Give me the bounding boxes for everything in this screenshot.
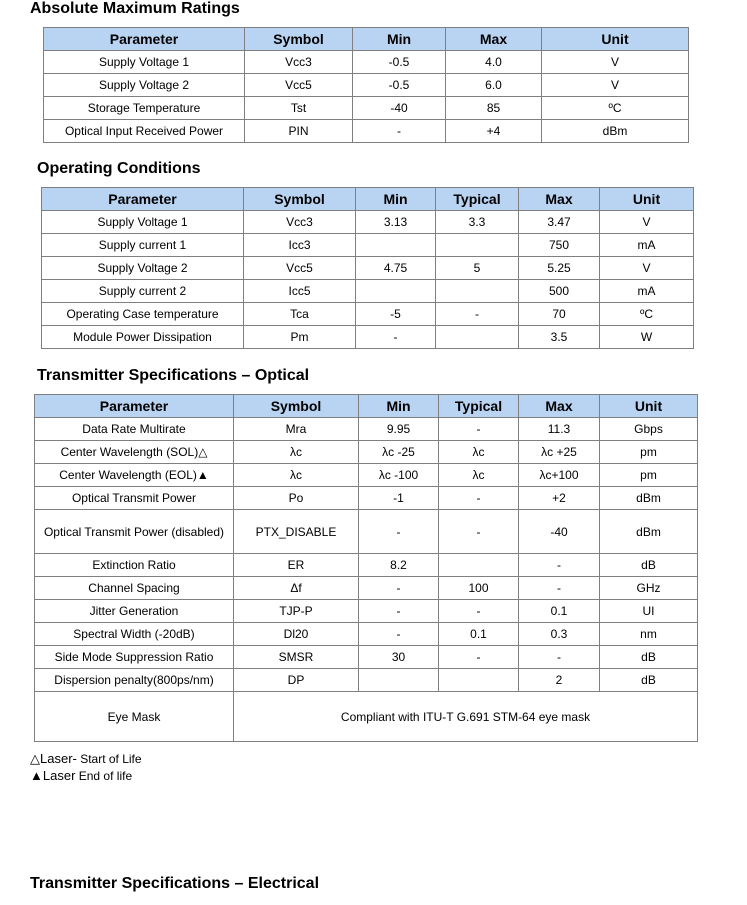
table-cell: dB [600, 646, 698, 669]
table-cell: DP [234, 669, 359, 692]
column-header: Parameter [35, 395, 234, 418]
column-header: Parameter [44, 28, 245, 51]
table-cell: 4.0 [446, 51, 542, 74]
table-cell [436, 326, 519, 349]
table-cell: V [600, 211, 694, 234]
table-cell: λc +25 [519, 441, 600, 464]
table-cell: 5.25 [519, 257, 600, 280]
table-cell: dB [600, 669, 698, 692]
table-cell: - [436, 303, 519, 326]
transmitter-optical-table [34, 394, 698, 742]
table-cell: Vcc3 [245, 51, 353, 74]
transmitter-electrical-title: Transmitter Specifications – Electrical [30, 875, 320, 892]
column-header: Min [359, 395, 439, 418]
table-cell [436, 234, 519, 257]
table-cell: - [356, 326, 436, 349]
table-cell: Tca [244, 303, 356, 326]
table-row [42, 257, 694, 280]
table-cell: ºC [542, 97, 689, 120]
column-header: Symbol [244, 188, 356, 211]
table-cell: pm [600, 464, 698, 487]
abs-max-title: Absolute Maximum Ratings [30, 0, 240, 17]
table-cell: - [439, 600, 519, 623]
table-cell: 750 [519, 234, 600, 257]
sol-symbol: △ [30, 751, 40, 766]
table-cell: Storage Temperature [44, 97, 245, 120]
table-cell: λc [234, 441, 359, 464]
column-header: Min [353, 28, 446, 51]
table-row [35, 487, 698, 510]
table-cell: Side Mode Suppression Ratio [35, 646, 234, 669]
table-cell: Optical Transmit Power [35, 487, 234, 510]
table-cell: 500 [519, 280, 600, 303]
table-cell: 11.3 [519, 418, 600, 441]
table-cell: dBm [600, 510, 698, 554]
table-cell: W [600, 326, 694, 349]
table-row [35, 418, 698, 441]
table-cell: 3.5 [519, 326, 600, 349]
table-cell: - [359, 600, 439, 623]
column-header: Symbol [245, 28, 353, 51]
table-cell: 6.0 [446, 74, 542, 97]
column-header: Max [519, 395, 600, 418]
column-header: Unit [600, 188, 694, 211]
table-cell: +2 [519, 487, 600, 510]
table-cell: Tst [245, 97, 353, 120]
table-row [44, 74, 689, 97]
table-cell: TJP-P [234, 600, 359, 623]
table-cell: V [542, 74, 689, 97]
table-cell: Supply Voltage 1 [42, 211, 244, 234]
abs-max-table [43, 27, 689, 143]
table-cell: -40 [519, 510, 600, 554]
table-cell: Extinction Ratio [35, 554, 234, 577]
table-cell: Supply Voltage 1 [44, 51, 245, 74]
table-row [44, 51, 689, 74]
table-cell: 85 [446, 97, 542, 120]
table-cell: ER [234, 554, 359, 577]
table-cell: dBm [542, 120, 689, 143]
table-cell: λc [439, 441, 519, 464]
eol-prefix: Laser [42, 768, 76, 783]
table-row [35, 441, 698, 464]
table-row [35, 554, 698, 577]
sol-note [30, 751, 142, 767]
table-cell: Vcc5 [244, 257, 356, 280]
table-cell: -40 [353, 97, 446, 120]
table-cell: λc+100 [519, 464, 600, 487]
table-cell: Icc3 [244, 234, 356, 257]
table-cell: - [359, 577, 439, 600]
table-cell: SMSR [234, 646, 359, 669]
table-cell: 0.1 [519, 600, 600, 623]
table-cell: 8.2 [359, 554, 439, 577]
table-cell: V [542, 51, 689, 74]
table-cell: - [519, 577, 600, 600]
table-cell: - [359, 623, 439, 646]
eol-suffix: End of life [78, 769, 133, 783]
table-cell: Module Power Dissipation [42, 326, 244, 349]
table-cell: 70 [519, 303, 600, 326]
column-header: Unit [542, 28, 689, 51]
table-cell: Operating Case temperature [42, 303, 244, 326]
table-cell: -0.5 [353, 74, 446, 97]
table-cell [359, 669, 439, 692]
table-cell: 3.3 [436, 211, 519, 234]
table-cell: GHz [600, 577, 698, 600]
table-cell: Dl20 [234, 623, 359, 646]
table-cell: 0.3 [519, 623, 600, 646]
table-cell: λc -100 [359, 464, 439, 487]
table-row [44, 97, 689, 120]
table-cell: 9.95 [359, 418, 439, 441]
table-cell: - [439, 510, 519, 554]
table-cell: -0.5 [353, 51, 446, 74]
table-cell: mA [600, 234, 694, 257]
table-cell: +4 [446, 120, 542, 143]
operating-conditions-table [41, 187, 694, 349]
table-cell: PTX_DISABLE [234, 510, 359, 554]
column-header: Unit [600, 395, 698, 418]
table-row [42, 303, 694, 326]
column-header: Symbol [234, 395, 359, 418]
table-row [42, 211, 694, 234]
table-cell: 3.47 [519, 211, 600, 234]
table-cell: - [439, 487, 519, 510]
sol-suffix: Start of Life [80, 752, 142, 766]
table-row [35, 510, 698, 554]
table-cell: 100 [439, 577, 519, 600]
table-cell: Mra [234, 418, 359, 441]
table-cell [356, 280, 436, 303]
table-cell: - [439, 418, 519, 441]
table-cell: Icc5 [244, 280, 356, 303]
table-cell: Supply Voltage 2 [42, 257, 244, 280]
table-cell: -1 [359, 487, 439, 510]
table-cell: V [600, 257, 694, 280]
table-cell: λc -25 [359, 441, 439, 464]
table-header-row [42, 188, 694, 211]
table-cell: 5 [436, 257, 519, 280]
table-cell [436, 280, 519, 303]
table-row [42, 326, 694, 349]
table-cell: Dispersion penalty(800ps/nm) [35, 669, 234, 692]
table-cell: dBm [600, 487, 698, 510]
table-row [35, 600, 698, 623]
operating-conditions-title: Operating Conditions [37, 160, 201, 177]
table-cell: Channel Spacing [35, 577, 234, 600]
table-cell: Supply current 1 [42, 234, 244, 257]
eye-mask-value: Compliant with ITU-T G.691 STM-64 eye mask [234, 692, 698, 742]
eye-mask-row [35, 692, 698, 742]
table-cell: Supply Voltage 2 [44, 74, 245, 97]
column-header: Parameter [42, 188, 244, 211]
table-header-row [44, 28, 689, 51]
transmitter-optical-title: Transmitter Specifications – Optical [37, 367, 310, 384]
table-cell: Optical Input Received Power [44, 120, 245, 143]
table-cell: - [359, 510, 439, 554]
table-header-row [35, 395, 698, 418]
table-cell: Supply current 2 [42, 280, 244, 303]
table-cell: nm [600, 623, 698, 646]
table-cell: Spectral Width (-20dB) [35, 623, 234, 646]
column-header: Max [446, 28, 542, 51]
table-cell: - [519, 646, 600, 669]
table-row [35, 577, 698, 600]
table-cell: -5 [356, 303, 436, 326]
eol-symbol: ▲ [30, 768, 43, 783]
column-header: Min [356, 188, 436, 211]
table-row [35, 623, 698, 646]
table-cell: 2 [519, 669, 600, 692]
column-header: Typical [436, 188, 519, 211]
table-cell: Center Wavelength (SOL)△ [35, 441, 234, 464]
table-cell: 30 [359, 646, 439, 669]
table-cell: - [519, 554, 600, 577]
table-cell: Vcc3 [244, 211, 356, 234]
table-cell [439, 554, 519, 577]
table-cell: Data Rate Multirate [35, 418, 234, 441]
column-header: Typical [439, 395, 519, 418]
table-cell: Pm [244, 326, 356, 349]
table-cell: 4.75 [356, 257, 436, 280]
table-cell: Δf [234, 577, 359, 600]
table-cell: Vcc5 [245, 74, 353, 97]
table-cell: Center Wavelength (EOL)▲ [35, 464, 234, 487]
table-cell: Jitter Generation [35, 600, 234, 623]
table-cell: pm [600, 441, 698, 464]
table-cell: 3.13 [356, 211, 436, 234]
table-cell: ºC [600, 303, 694, 326]
table-row [35, 464, 698, 487]
table-cell: mA [600, 280, 694, 303]
table-cell: Gbps [600, 418, 698, 441]
table-cell [356, 234, 436, 257]
table-cell: Optical Transmit Power (disabled) [35, 510, 234, 554]
eye-mask-label: Eye Mask [35, 692, 234, 742]
table-cell: 0.1 [439, 623, 519, 646]
table-row [44, 120, 689, 143]
sol-prefix: Laser- [40, 751, 77, 766]
table-cell: λc [234, 464, 359, 487]
table-cell [439, 669, 519, 692]
table-row [35, 669, 698, 692]
table-cell: PIN [245, 120, 353, 143]
table-row [42, 280, 694, 303]
table-cell: Po [234, 487, 359, 510]
table-row [35, 646, 698, 669]
column-header: Max [519, 188, 600, 211]
table-row [42, 234, 694, 257]
eol-note [30, 768, 132, 783]
table-cell: UI [600, 600, 698, 623]
table-cell: - [439, 646, 519, 669]
table-cell: λc [439, 464, 519, 487]
table-cell: - [353, 120, 446, 143]
table-cell: dB [600, 554, 698, 577]
